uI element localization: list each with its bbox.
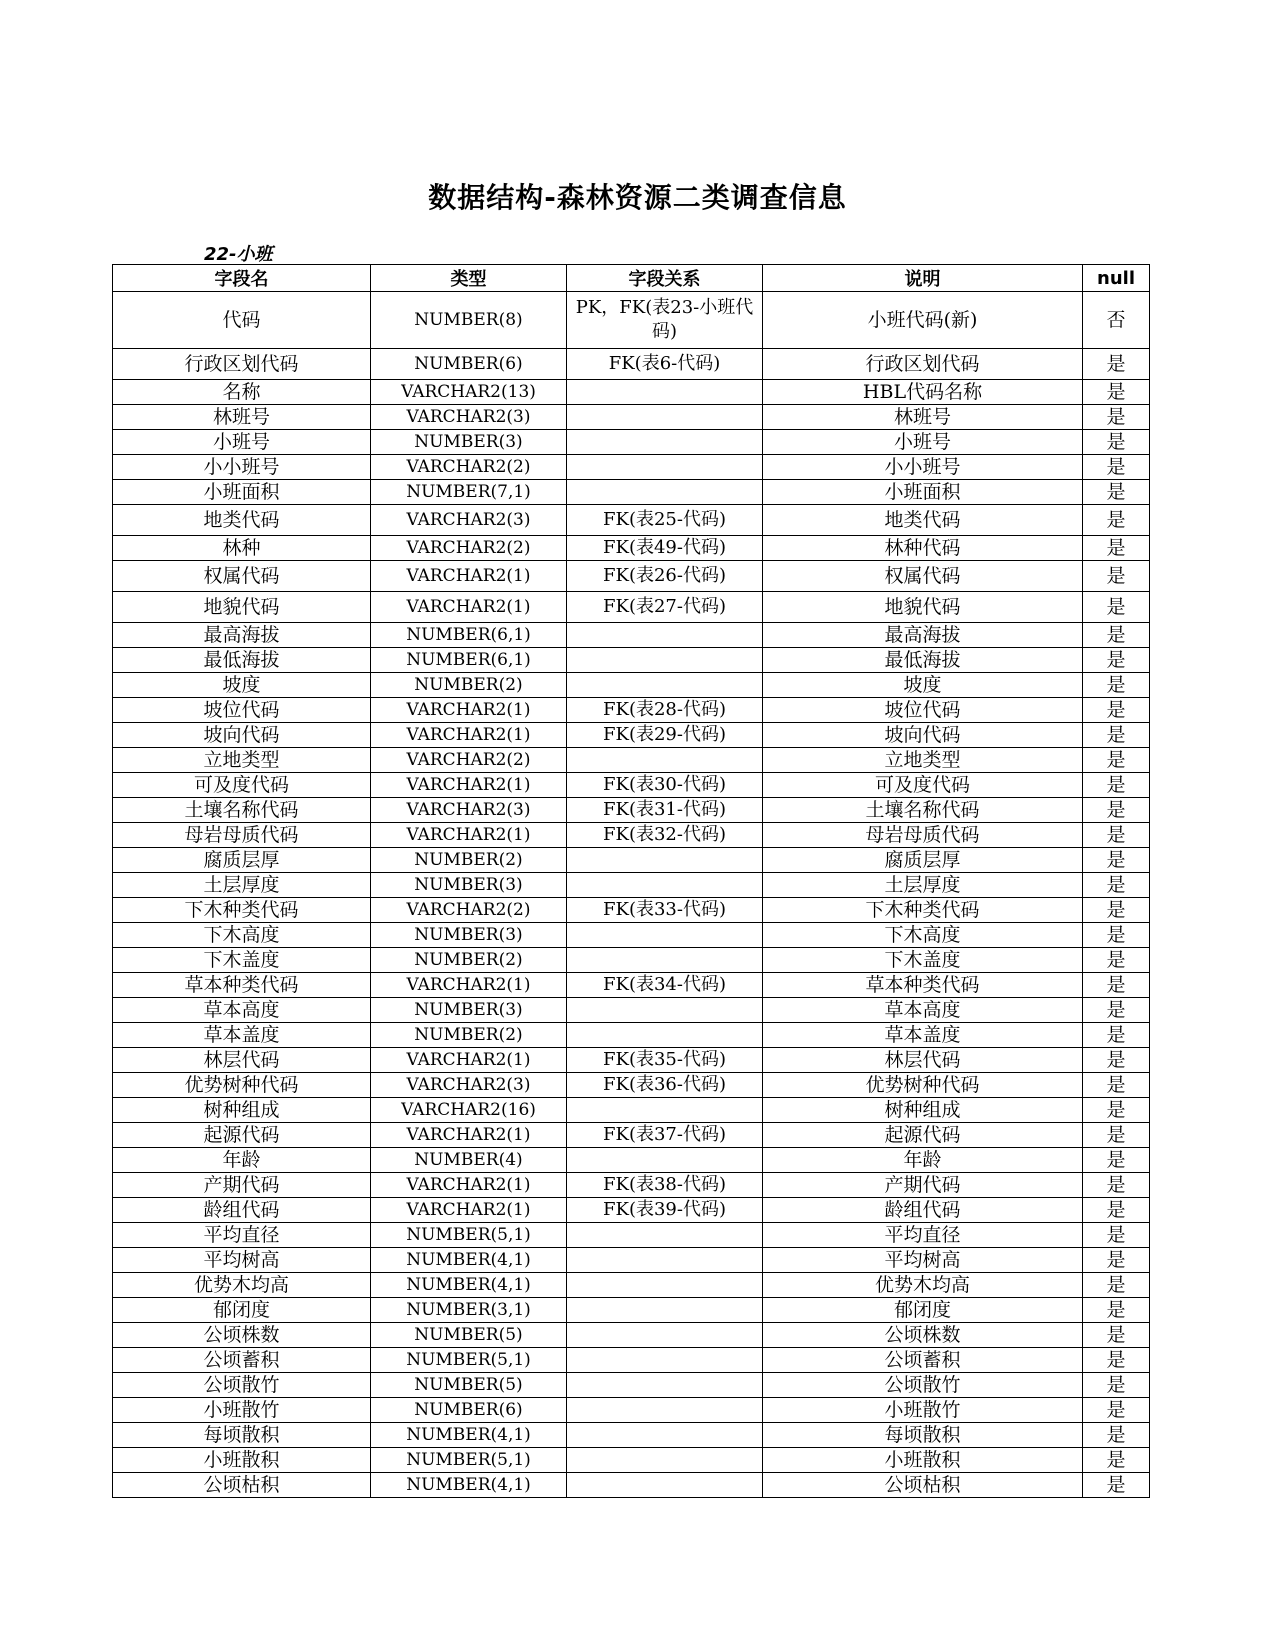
relation-cell [567,1248,763,1273]
relation-cell [567,1423,763,1448]
field-name-cell: 郁闭度 [113,1298,371,1323]
type-cell: VARCHAR2(2) [371,748,567,773]
relation-cell: FK(表6-代码) [567,349,763,380]
field-name-cell: 可及度代码 [113,773,371,798]
table-row [113,430,1150,455]
table-row [113,698,1150,723]
null-cell: 是 [1083,1448,1150,1473]
null-cell: 是 [1083,592,1150,623]
type-cell: VARCHAR2(1) [371,773,567,798]
table-row [113,873,1150,898]
table-row [113,973,1150,998]
description-cell: 地貌代码 [763,592,1083,623]
type-cell: NUMBER(8) [371,292,567,349]
field-name-cell: 权属代码 [113,561,371,592]
relation-cell [567,623,763,648]
relation-cell [567,380,763,405]
table-row [113,1223,1150,1248]
description-cell: 公顷枯积 [763,1473,1083,1498]
null-cell: 是 [1083,1248,1150,1273]
description-cell: 腐质层厚 [763,848,1083,873]
type-cell: NUMBER(3) [371,923,567,948]
null-cell: 是 [1083,1398,1150,1423]
type-cell: NUMBER(4,1) [371,1248,567,1273]
table-row [113,848,1150,873]
type-cell: NUMBER(6) [371,349,567,380]
null-cell: 是 [1083,948,1150,973]
relation-cell [567,1473,763,1498]
description-cell: 公顷株数 [763,1323,1083,1348]
relation-cell [567,1323,763,1348]
table-caption: 22-小班 [204,244,273,265]
table-row [113,536,1150,561]
field-name-cell: 土壤名称代码 [113,798,371,823]
field-name-cell: 林班号 [113,405,371,430]
field-name-cell: 优势木均高 [113,1273,371,1298]
field-name-cell: 代码 [113,292,371,349]
relation-cell [567,1223,763,1248]
relation-cell [567,1448,763,1473]
null-cell: 否 [1083,292,1150,349]
relation-cell [567,405,763,430]
null-cell: 是 [1083,648,1150,673]
description-cell: 最高海拔 [763,623,1083,648]
description-cell: 公顷散竹 [763,1373,1083,1398]
description-cell: 母岩母质代码 [763,823,1083,848]
null-cell: 是 [1083,1098,1150,1123]
null-cell: 是 [1083,898,1150,923]
table-row [113,673,1150,698]
table-row [113,923,1150,948]
type-cell: NUMBER(4,1) [371,1273,567,1298]
description-cell: 起源代码 [763,1123,1083,1148]
table-row [113,1173,1150,1198]
relation-cell: FK(表34-代码) [567,973,763,998]
description-cell: 每顷散积 [763,1423,1083,1448]
field-name-cell: 草本种类代码 [113,973,371,998]
field-name-cell: 小小班号 [113,455,371,480]
description-cell: 坡向代码 [763,723,1083,748]
description-cell: 年龄 [763,1148,1083,1173]
description-cell: 林班号 [763,405,1083,430]
table-row [113,1323,1150,1348]
table-row [113,505,1150,536]
null-cell: 是 [1083,455,1150,480]
field-name-cell: 下木盖度 [113,948,371,973]
type-cell: NUMBER(6,1) [371,623,567,648]
relation-cell [567,1098,763,1123]
table-row [113,592,1150,623]
null-cell: 是 [1083,1373,1150,1398]
null-cell: 是 [1083,1173,1150,1198]
description-cell: 草本盖度 [763,1023,1083,1048]
table-body [113,292,1150,1498]
relation-cell: FK(表33-代码) [567,898,763,923]
type-cell: VARCHAR2(2) [371,898,567,923]
type-cell: VARCHAR2(1) [371,561,567,592]
description-cell: 草本高度 [763,998,1083,1023]
null-cell: 是 [1083,723,1150,748]
type-cell: NUMBER(5,1) [371,1348,567,1373]
null-cell: 是 [1083,349,1150,380]
type-cell: VARCHAR2(1) [371,592,567,623]
table-row [113,823,1150,848]
null-cell: 是 [1083,1023,1150,1048]
null-cell: 是 [1083,773,1150,798]
type-cell: NUMBER(7,1) [371,480,567,505]
type-cell: VARCHAR2(3) [371,798,567,823]
table-row [113,349,1150,380]
type-cell: NUMBER(2) [371,673,567,698]
relation-cell [567,455,763,480]
description-cell: 优势树种代码 [763,1073,1083,1098]
table-row [113,380,1150,405]
description-cell: 小班号 [763,430,1083,455]
null-cell: 是 [1083,480,1150,505]
relation-cell [567,673,763,698]
type-cell: VARCHAR2(1) [371,723,567,748]
type-cell: VARCHAR2(3) [371,1073,567,1098]
table-row [113,1298,1150,1323]
null-cell: 是 [1083,973,1150,998]
type-cell: NUMBER(3,1) [371,1298,567,1323]
relation-cell: FK(表29-代码) [567,723,763,748]
relation-cell [567,480,763,505]
null-cell: 是 [1083,623,1150,648]
table-row [113,1098,1150,1123]
null-cell: 是 [1083,536,1150,561]
null-cell: 是 [1083,873,1150,898]
table-row [113,1073,1150,1098]
page-title: 数据结构-森林资源二类调查信息 [428,181,847,214]
description-cell: 平均树高 [763,1248,1083,1273]
null-cell: 是 [1083,1198,1150,1223]
type-cell: VARCHAR2(2) [371,536,567,561]
description-cell: 郁闭度 [763,1298,1083,1323]
description-cell: 产期代码 [763,1173,1083,1198]
relation-cell [567,873,763,898]
type-cell: NUMBER(5,1) [371,1223,567,1248]
field-name-cell: 腐质层厚 [113,848,371,873]
field-name-cell: 公顷蓄积 [113,1348,371,1373]
description-cell: 龄组代码 [763,1198,1083,1223]
type-cell: VARCHAR2(16) [371,1098,567,1123]
field-name-cell: 平均直径 [113,1223,371,1248]
field-name-cell: 小班号 [113,430,371,455]
description-cell: 可及度代码 [763,773,1083,798]
field-name-cell: 最高海拔 [113,623,371,648]
null-cell: 是 [1083,823,1150,848]
field-name-cell: 草本盖度 [113,1023,371,1048]
null-cell: 是 [1083,380,1150,405]
table-row [113,561,1150,592]
table-row [113,1423,1150,1448]
type-cell: NUMBER(6,1) [371,648,567,673]
type-cell: NUMBER(6) [371,1398,567,1423]
type-cell: NUMBER(3) [371,873,567,898]
relation-cell: FK(表26-代码) [567,561,763,592]
column-header-relation: 字段关系 [567,265,763,292]
field-name-cell: 公顷散竹 [113,1373,371,1398]
null-cell: 是 [1083,1048,1150,1073]
null-cell: 是 [1083,798,1150,823]
relation-cell: FK(表28-代码) [567,698,763,723]
type-cell: VARCHAR2(2) [371,455,567,480]
description-cell: 立地类型 [763,748,1083,773]
table-row [113,1148,1150,1173]
table-row [113,1123,1150,1148]
type-cell: VARCHAR2(13) [371,380,567,405]
type-cell: NUMBER(3) [371,998,567,1023]
table-row [113,773,1150,798]
description-cell: 坡位代码 [763,698,1083,723]
description-cell: 坡度 [763,673,1083,698]
description-cell: 林层代码 [763,1048,1083,1073]
field-name-cell: 龄组代码 [113,1198,371,1223]
type-cell: NUMBER(2) [371,848,567,873]
table-header-row [113,265,1150,292]
type-cell: VARCHAR2(3) [371,405,567,430]
relation-cell [567,848,763,873]
null-cell: 是 [1083,1073,1150,1098]
table-row [113,1023,1150,1048]
field-name-cell: 小班面积 [113,480,371,505]
type-cell: VARCHAR2(1) [371,1173,567,1198]
relation-cell [567,1273,763,1298]
relation-cell: FK(表27-代码) [567,592,763,623]
description-cell: 树种组成 [763,1098,1083,1123]
type-cell: VARCHAR2(1) [371,1198,567,1223]
type-cell: NUMBER(5) [371,1373,567,1398]
null-cell: 是 [1083,673,1150,698]
table-row [113,723,1150,748]
relation-cell: FK(表32-代码) [567,823,763,848]
relation-cell: FK(表36-代码) [567,1073,763,1098]
table-row [113,405,1150,430]
field-name-cell: 草本高度 [113,998,371,1023]
field-name-cell: 下木种类代码 [113,898,371,923]
table-row [113,1398,1150,1423]
field-name-cell: 每顷散积 [113,1423,371,1448]
relation-cell: FK(表30-代码) [567,773,763,798]
null-cell: 是 [1083,430,1150,455]
type-cell: VARCHAR2(1) [371,1123,567,1148]
column-header-type: 类型 [371,265,567,292]
column-header-description: 说明 [763,265,1083,292]
relation-cell: PK，FK(表23-小班代码) [567,292,763,349]
relation-cell [567,748,763,773]
null-cell: 是 [1083,848,1150,873]
description-cell: 小班散积 [763,1448,1083,1473]
relation-cell [567,648,763,673]
relation-cell [567,1373,763,1398]
field-name-cell: 名称 [113,380,371,405]
field-name-cell: 行政区划代码 [113,349,371,380]
relation-cell: FK(表37-代码) [567,1123,763,1148]
relation-cell [567,998,763,1023]
type-cell: VARCHAR2(1) [371,823,567,848]
relation-cell [567,1148,763,1173]
table-row [113,1048,1150,1073]
relation-cell [567,1348,763,1373]
table-row [113,1248,1150,1273]
table-row [113,798,1150,823]
relation-cell [567,923,763,948]
null-cell: 是 [1083,923,1150,948]
field-name-cell: 平均树高 [113,1248,371,1273]
field-name-cell: 下木高度 [113,923,371,948]
relation-cell: FK(表38-代码) [567,1173,763,1198]
description-cell: 最低海拔 [763,648,1083,673]
null-cell: 是 [1083,1148,1150,1173]
table-row [113,748,1150,773]
table-row [113,1198,1150,1223]
table-row [113,1273,1150,1298]
description-cell: 土壤名称代码 [763,798,1083,823]
description-cell: 小班散竹 [763,1398,1083,1423]
type-cell: NUMBER(5,1) [371,1448,567,1473]
description-cell: 草本种类代码 [763,973,1083,998]
table-row [113,623,1150,648]
null-cell: 是 [1083,748,1150,773]
table-row [113,1448,1150,1473]
table-row [113,1373,1150,1398]
null-cell: 是 [1083,561,1150,592]
field-name-cell: 树种组成 [113,1098,371,1123]
field-name-cell: 公顷枯积 [113,1473,371,1498]
relation-cell [567,430,763,455]
null-cell: 是 [1083,505,1150,536]
table-row [113,480,1150,505]
type-cell: NUMBER(4) [371,1148,567,1173]
null-cell: 是 [1083,1473,1150,1498]
null-cell: 是 [1083,998,1150,1023]
relation-cell: FK(表39-代码) [567,1198,763,1223]
field-name-cell: 地类代码 [113,505,371,536]
description-cell: 平均直径 [763,1223,1083,1248]
field-name-cell: 母岩母质代码 [113,823,371,848]
relation-cell: FK(表25-代码) [567,505,763,536]
null-cell: 是 [1083,1348,1150,1373]
field-name-cell: 最低海拔 [113,648,371,673]
relation-cell: FK(表49-代码) [567,536,763,561]
description-cell: 林种代码 [763,536,1083,561]
type-cell: NUMBER(4,1) [371,1473,567,1498]
description-cell: 公顷蓄积 [763,1348,1083,1373]
type-cell: NUMBER(5) [371,1323,567,1348]
null-cell: 是 [1083,1298,1150,1323]
field-name-cell: 坡向代码 [113,723,371,748]
type-cell: VARCHAR2(3) [371,505,567,536]
column-header-field-name: 字段名 [113,265,371,292]
field-name-cell: 地貌代码 [113,592,371,623]
field-name-cell: 坡度 [113,673,371,698]
type-cell: NUMBER(2) [371,948,567,973]
table-row [113,1473,1150,1498]
description-cell: 下木高度 [763,923,1083,948]
null-cell: 是 [1083,1323,1150,1348]
relation-cell [567,1398,763,1423]
description-cell: 下木盖度 [763,948,1083,973]
type-cell: NUMBER(3) [371,430,567,455]
field-name-cell: 起源代码 [113,1123,371,1148]
field-name-cell: 产期代码 [113,1173,371,1198]
field-name-cell: 小班散积 [113,1448,371,1473]
description-cell: 土层厚度 [763,873,1083,898]
relation-cell: FK(表35-代码) [567,1048,763,1073]
field-name-cell: 土层厚度 [113,873,371,898]
description-cell: 小班面积 [763,480,1083,505]
type-cell: NUMBER(2) [371,1023,567,1048]
description-cell: 权属代码 [763,561,1083,592]
null-cell: 是 [1083,1273,1150,1298]
null-cell: 是 [1083,405,1150,430]
null-cell: 是 [1083,698,1150,723]
description-cell: 下木种类代码 [763,898,1083,923]
table-row [113,898,1150,923]
relation-cell [567,948,763,973]
column-header-null: null [1083,265,1150,292]
description-cell: 地类代码 [763,505,1083,536]
field-name-cell: 林层代码 [113,1048,371,1073]
description-cell: 行政区划代码 [763,349,1083,380]
description-cell: HBL代码名称 [763,380,1083,405]
relation-cell [567,1298,763,1323]
relation-cell: FK(表31-代码) [567,798,763,823]
description-cell: 小小班号 [763,455,1083,480]
null-cell: 是 [1083,1423,1150,1448]
description-cell: 小班代码(新) [763,292,1083,349]
table-row [113,455,1150,480]
type-cell: VARCHAR2(1) [371,1048,567,1073]
table-row [113,998,1150,1023]
field-name-cell: 年龄 [113,1148,371,1173]
type-cell: VARCHAR2(1) [371,698,567,723]
field-name-cell: 公顷株数 [113,1323,371,1348]
table-row [113,1348,1150,1373]
null-cell: 是 [1083,1123,1150,1148]
type-cell: VARCHAR2(1) [371,973,567,998]
description-cell: 优势木均高 [763,1273,1083,1298]
field-name-cell: 优势树种代码 [113,1073,371,1098]
table-row [113,948,1150,973]
field-name-cell: 林种 [113,536,371,561]
relation-cell [567,1023,763,1048]
type-cell: NUMBER(4,1) [371,1423,567,1448]
table-row [113,648,1150,673]
table-row [113,292,1150,349]
null-cell: 是 [1083,1223,1150,1248]
field-name-cell: 坡位代码 [113,698,371,723]
field-name-cell: 小班散竹 [113,1398,371,1423]
field-name-cell: 立地类型 [113,748,371,773]
data-table [112,264,1150,1498]
